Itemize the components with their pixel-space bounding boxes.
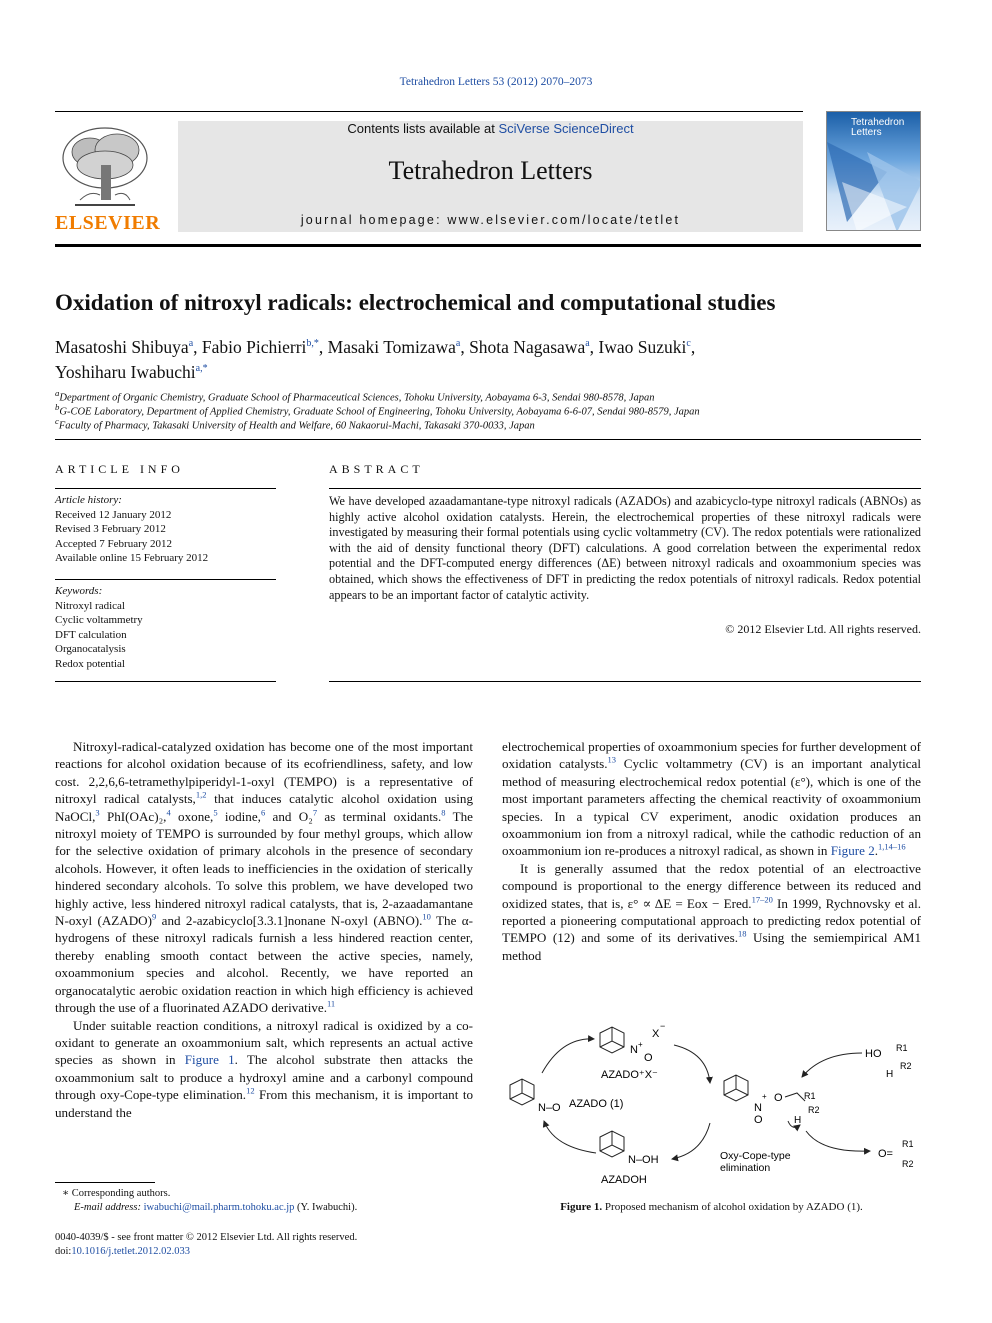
label-r2-int: R2 <box>808 1105 820 1115</box>
sciencedirect-link[interactable]: SciVerse ScienceDirect <box>498 121 634 136</box>
article-history <box>55 493 208 566</box>
label-h-int: H <box>794 1115 802 1126</box>
keyword-1: Nitroxyl radical <box>55 599 125 612</box>
author-5: Iwao Suzuki <box>598 336 687 357</box>
author-4: Shota Nagasawa <box>469 336 586 357</box>
intro-paragraph-1: Nitroxyl-radical-catalyzed oxidation has become one of the most important reactions for alcohol oxidation because of its ecofriendliness, safety, and low cost. 2,2,6,6-tetramethylpiperidyl-1-oxyl (TEMPO) is a representative of nitroxyl radical catalysts,$^{1,2}$ that induces catalytic alcohol oxidation using NaOCl,$^3$ PhI(OAc)₂,$^4$ oxone,$^5$ iodine,$^6$ and O₂$^7$ as terminal oxidants.$^8$ The nitroxyl moiety of TEMPO is surrounded by four methyl groups, which allow for the selective oxidation of primary alcohols in the presence of secondary alcohols. However, it often leads to inefficiencies in the oxidation of sterically hindered secondary alcohols. To solve this problem, we have developed two highly active, less hindered nitroxyl radical catalysts, that is, 2-azaadamantane N-oxyl (AZADO)$^9$ and 2-azabicyclo[3.3.1]nonane N-oxyl (ABNO).$^{10}$ The α-hydrogens of these nitroxyl radicals furnish a less hindered reaction center, thereby enabling smooth contact between the active species, namely, oxoammonium species and alcohol. Recently, we have reported an organocatalytic aerobic oxidation reaction in which high efficiency is achieved through the use of a fluorinated AZADO derivative.$^{11}$ <box>55 739 473 1016</box>
info-rule-bottom <box>55 681 276 682</box>
contents-line <box>178 121 803 136</box>
abstract-text: We have developed azaadamantane-type nitroxyl radicals (AZADOs) and azabicyclo-type nitroxyl radicals (ABNOs) as highly active alcohol oxidation catalysts. Herein, the electrochemical properties of these nitroxyl radicals were investigated by measuring their formal potentials using cyclic voltammetry (CV). The redox potentials were rationalized with the aid of density functional theory (DFT) calculations. A good correlation between the experimental redox potential and the DFT-computed energy differences (ΔE) between nitroxyl radicals and oxoammonium species was obtained, which shows the effectiveness of DFT in predicting the redox potentials of nitroxyl radicals. Redox potential appears to be an important factor of catalytic activity. <box>329 494 921 602</box>
abstract-copyright: © 2012 Elsevier Ltd. All rights reserved. <box>725 622 921 636</box>
label-n-plus: N <box>630 1044 638 1056</box>
author-2: Fabio Pichierri <box>201 336 307 357</box>
label-oxy-cope-2: elimination <box>720 1162 771 1174</box>
label-plus-2: + <box>762 1092 767 1101</box>
label-x: X <box>652 1028 660 1040</box>
label-x-minus: − <box>660 1023 666 1031</box>
label-o-int-2: O <box>754 1114 763 1126</box>
contents-prefix: Contents lists available at <box>347 121 499 136</box>
history-accepted: Accepted 7 February 2012 <box>55 537 172 550</box>
figure-1-link[interactable]: Figure 1 <box>184 1052 235 1068</box>
keywords <box>55 584 143 671</box>
author-6: Yoshiharu Iwabuchi <box>55 361 196 382</box>
keyword-5: Redox potential <box>55 657 125 670</box>
history-received: Received 12 January 2012 <box>55 508 172 521</box>
article-info-heading: ARTICLE INFO <box>55 462 184 476</box>
journal-cover-image <box>826 111 921 231</box>
author-3: Masaki Tomizawa <box>327 336 456 357</box>
doi-line: doi:10.1016/j.tetlet.2012.02.033 <box>55 1246 191 1257</box>
label-n-o: N–O <box>538 1102 561 1114</box>
azado-oxoammonium-structure <box>600 1027 624 1053</box>
label-oxy-cope-1: Oxy-Cope-type <box>720 1150 791 1162</box>
affiliation-rule <box>55 439 921 440</box>
author-6-aff[interactable]: a,* <box>195 362 208 374</box>
body-right-column <box>502 738 921 964</box>
abstract-heading: ABSTRACT <box>329 462 424 476</box>
affiliation-b: $^b$G-COE Laboratory, Department of Applied Chemistry, Graduate School of Engineering, Tohoku University, Aobayama 6-6-07, Sendai 980-8579, Japan <box>55 402 700 418</box>
label-azado-x: AZADO⁺X⁻ <box>601 1069 658 1081</box>
intermediate-structure <box>724 1075 748 1101</box>
affiliation-a: $^a$Department of Organic Chemistry, Graduate School of Pharmaceutical Sciences, Tohoku University, Aobayama 6-3, Sendai 980-8578, Japan <box>55 388 655 404</box>
caption-text: Proposed mechanism of alcohol oxidation by AZADO (1). <box>602 1201 863 1213</box>
label-o-int: O <box>774 1092 783 1104</box>
label-r1-alc: R1 <box>896 1043 908 1053</box>
body-left-column <box>55 738 473 1121</box>
figure-2-link[interactable]: Figure 2 <box>830 843 875 859</box>
email-link[interactable]: iwabuchi@mail.pharm.tohoku.ac.jp <box>143 1202 295 1213</box>
header-thick-rule <box>55 244 921 247</box>
keyword-3: DFT calculation <box>55 628 127 641</box>
history-revised: Revised 3 February 2012 <box>55 523 166 535</box>
azadoh-structure <box>600 1131 624 1157</box>
email-note: E-mail address: iwabuchi@mail.pharm.tohoku.ac.jp (Y. Iwabuchi). <box>74 1202 358 1213</box>
keyword-2: Cyclic voltammetry <box>55 614 143 626</box>
intro-paragraph-2: Under suitable reaction conditions, a nitroxyl radical is oxidized by a co-oxidant to generate an oxoammonium salt, which represents an actual active species as shown in Figure 1. The alcohol substrate then attacks the oxoammonium salt to produce a hydroxyl amine and a carbonyl compound through oxy-Cope-type elimination.$^{12}$ From this mechanism, it is important to understand the <box>55 1017 473 1120</box>
cover-title: Tetrahedron Letters <box>851 117 905 138</box>
label-o-eq: O= <box>878 1148 893 1160</box>
label-r1-int: R1 <box>804 1091 816 1101</box>
label-o-1: O <box>644 1052 653 1064</box>
author-4-aff[interactable]: a <box>585 338 590 349</box>
corresponding-note: ∗ Corresponding authors. <box>62 1188 171 1199</box>
history-online: Available online 15 February 2012 <box>55 552 209 564</box>
author-3-aff[interactable]: a <box>455 338 461 349</box>
journal-title: Tetrahedron Letters <box>388 156 593 185</box>
azado-structure <box>510 1079 534 1105</box>
footnote-rule <box>55 1182 155 1183</box>
figure-1-caption <box>502 1201 921 1213</box>
label-r2-alc: R2 <box>900 1061 912 1071</box>
front-matter: 0040-4039/$ - see front matter © 2012 Elsevier Ltd. All rights reserved. <box>55 1232 358 1243</box>
label-r1-carb: R1 <box>902 1139 914 1149</box>
info-rule-mid <box>55 579 276 580</box>
abstract-rule-bottom <box>329 681 921 682</box>
affiliation-c: $^c$Faculty of Pharmacy, Takasaki University of Health and Welfare, 60 Nakaorui-Machi, Takasaki 370-0033, Japan <box>55 416 535 432</box>
label-ho: HO <box>865 1048 882 1060</box>
intro-paragraph-4: It is generally assumed that the redox potential of an electroactive compound is proportional to the energy difference between its reduced and oxidized states, that is, ε° ∝ ΔE = Eox − Ered.$^{17-20}$ In 1999, Rychnovsky et al. reported a pioneering computational approach to predicting redox potential of TEMPO (12) and some of its derivatives.$^{18}$ Using the semiempirical AM1 method <box>502 860 922 963</box>
label-r2-carb: R2 <box>902 1159 914 1169</box>
elsevier-wordmark: ELSEVIER <box>55 212 161 234</box>
label-azado-1: AZADO (1) <box>569 1098 624 1110</box>
keywords-label: Keywords: <box>55 585 103 597</box>
author-1: Masatoshi Shibuya <box>55 336 189 357</box>
label-h-alc: H <box>886 1069 894 1080</box>
header-rule <box>55 111 803 112</box>
label-azadoh: AZADOH <box>601 1174 647 1186</box>
label-n-oh: N–OH <box>628 1154 659 1166</box>
abstract-rule-top <box>329 488 921 489</box>
journal-homepage-link[interactable]: journal homepage: www.elsevier.com/locate/tetlet <box>300 213 681 227</box>
elsevier-tree-logo <box>55 120 155 210</box>
info-rule-top <box>55 488 276 489</box>
author-1-aff[interactable]: a <box>188 338 194 349</box>
doi-link[interactable]: 10.1016/j.tetlet.2012.02.033 <box>71 1246 191 1257</box>
author-5-aff[interactable]: c <box>686 338 691 349</box>
history-label: Article history: <box>55 494 122 506</box>
label-n-int: N <box>754 1102 762 1114</box>
label-plus-1: + <box>638 1040 643 1049</box>
article-title: Oxidation of nitroxyl radicals: electrochemical and computational studies <box>55 290 776 315</box>
author-list: Masatoshi Shibuya$^a$, Fabio Pichierri$^{b,*}$, Masaki Tomizawa$^a$, Shota Nagasawa$^a$, Iwao Suzuki$^c$, Yoshiharu Iwabuchi$^{a,*}$ <box>55 336 696 382</box>
journal-citation-link[interactable]: Tetrahedron Letters 53 (2012) 2070–2073 <box>399 76 593 88</box>
caption-label: Figure 1. <box>560 1201 603 1213</box>
figure-1-scheme <box>502 1023 921 1193</box>
intro-paragraph-3: electrochemical properties of oxoammonium species for further development of oxidation catalysts.$^{13}$ Cyclic voltammetry (CV) is an important analytical method of measuring electrochemical redox potential (ε°), which is one of the most important parameters affecting the chemical reactivity of oxoammonium species. In a typical CV experiment, anodic oxidation produces an oxoammonium ion from a nitroxyl radical, while the cathodic reduction of an oxoammonium ion re-produces a nitroxyl radical, as shown in Figure 2.$^{1,14-16}$ <box>502 739 921 859</box>
keyword-4: Organocatalysis <box>55 643 126 655</box>
author-2-aff[interactable]: b,* <box>306 338 319 349</box>
